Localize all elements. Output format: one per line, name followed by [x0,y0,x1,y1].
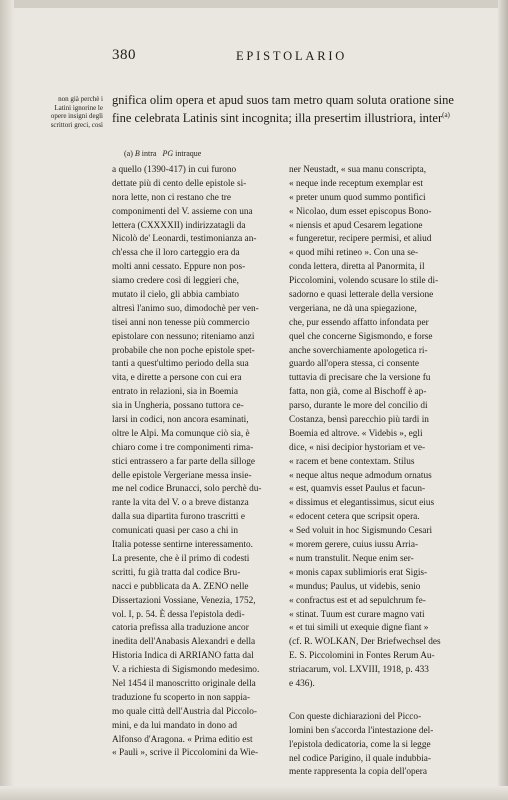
text-line: altresì l'animo suo, dimodochè per ven- [112,303,259,314]
margin-note-line: non già perchè i [58,95,103,103]
scan-edge-right [498,0,508,800]
text-line: mini, e da lui mandato in dono ad [112,720,237,731]
text-line: dice, « nisi decipior hystoriam et ve- [289,442,426,453]
text-line: « Nicolao, dum esset episcopus Bono- [289,206,432,217]
text-line: delle epistole Vergeriane messa insie- [112,470,252,481]
margin-note-line: scrittori greci, così [50,120,103,129]
text-line: « confractus est et ad sepulchrum fe- [289,595,426,606]
text-line: molti anni cessato. Eppure non pos- [112,262,246,273]
text-line: Costanza, bensì parecchio più tardi in [289,415,429,426]
latin-text-line [112,111,450,126]
text-line: (cf. R. WOLKAN, Der Briefwechsel des [289,637,441,648]
text-line: « dissimus et elegantissimus, sicut eius [289,498,435,509]
text-line: vol. I, p. 54. È dessa l'epistola dedi- [112,609,245,620]
page-number: 380 [112,47,136,63]
text-line: Nel 1454 il manoscritto originale della [112,678,256,689]
apparatus-siglum: B [134,149,140,158]
text-line: l'epistola dedicatoria, come la si legge [289,739,431,750]
text-line: « quod mihi retineo ». Con una se- [289,248,419,259]
text-line: che, pur essendo affatto infondata per [289,317,429,328]
latin-text-2: fine celebrata Latinis sint incognita; illa presertim illustriora, inter [112,111,443,126]
text-line: « morem gerere, cuius iussu Arria- [289,540,419,551]
text-line: Piccolomini, volendo scusare lo stile di- [289,276,439,287]
latin-text-1: gnifica olim opera et apud suos tam metro quam soluta oratione sine [112,93,454,107]
text-line: sia in Ungheria, possano tuttora ce- [112,401,244,412]
text-line: componimenti del V. assieme con una [112,206,253,217]
footnote-marker: (a) [442,111,450,119]
text-line: « stinat. Tuum est curare magno vati [289,609,425,620]
text-line: « mundus; Paulus, ut videbis, senio [289,581,421,592]
text-line: ch'essa che il loro carteggio era da [112,248,240,259]
text-line: Italia potesse sentirne interessamento. [112,540,253,551]
margin-note-line: opere insigni degli [50,112,103,121]
running-title: EPISTOLARIO [236,49,348,63]
text-line: « et tui simili ut exequie digne fiant » [289,623,429,634]
text-line: comunicati quasi per caso a chi in [112,526,238,537]
text-line: « neque altus neque admodum ornatus [289,470,432,481]
text-line: V. a richiesta di Sigismondo medesimo. [112,665,260,676]
text-line: Alfonso d'Aragona. « Prima editio est [112,734,253,745]
text-line: « est, quamvis esset Paulus et facun- [289,484,426,495]
apparatus-siglum: PG [162,149,174,158]
text-line: mo quale città dell'Austria dal Piccolo- [112,706,257,717]
apparatus-reading: intra [141,149,157,158]
text-line: inedita dell'Anabasis Alexandri e della [112,637,256,648]
text-line: catoria prefissa alla traduzione ancor [112,623,249,634]
text-line: « edocent cetera que scripsit opera. [289,512,420,523]
critical-apparatus [124,149,201,158]
text-line: lomini ben s'accorda l'intestazione del- [289,725,434,736]
text-line: lettera (CXXXXII) indirizzatagli da [112,220,246,231]
margin-note-line: Latini ignorine le [54,103,103,112]
text-line: tuttavia di precisare che la versione fu [289,373,431,384]
text-line: Dissertazioni Vossiane, Venezia, 1752, [112,595,256,606]
text-line: e 436). [289,678,315,689]
text-line: ner Neustadt, « sua manu conscripta, [289,165,427,175]
text-line: striacarum, vol. LXVIII, 1918, p. 433 [289,665,429,676]
scan-edge-top [0,0,508,8]
text-line [289,692,441,711]
text-line: parso, durante le more del concilio di [289,401,428,412]
text-line: E. S. Piccolomini in Fontes Rerum Au- [289,651,435,662]
text-line: traduzione fu scoperto in non sappia- [112,692,251,703]
text-line: « num transtulit. Neque enim ser- [289,553,414,564]
text-line: mutato il cielo, gli abbia cambiato [112,290,240,301]
text-line: « Pauli », scrive il Piccolomini da Wie- [112,748,259,759]
text-line: sadorno e quasi letterale della versione [289,290,434,301]
text-line: entrato in relazioni, sia in Boemia [112,387,238,398]
text-line: « preter unum quod summo pontifici [289,192,426,203]
text-line: me nel codice Brunacci, solo perchè du- [112,484,262,495]
text-line: « racem et bene contextam. Stilus [289,456,415,467]
text-line: larsi in codici, non ancora esaminati, [112,415,249,426]
text-line: Historia Indica di ARRIANO fatta dal [112,651,254,662]
text-line: vita, e dirette a persone con cui era [112,373,242,384]
text-line: fatta, non già, come al Bischoff è ap- [289,387,427,398]
scan-edge-bottom [0,786,508,800]
text-line: Nicolò de' Leonardi, testimonianza an- [112,234,257,245]
text-line: « Sed voluit in hoc Sigismundo Cesari [289,526,433,537]
text-line: nora lette, non ci restano che tre [112,192,231,203]
text-line: anche soverchiamente apologetica ri- [289,345,428,356]
text-line: rante la vita del V. o a breve distanza [112,498,249,509]
text-line: dettate più di cento delle epistole si- [112,178,247,189]
text-line: tanti a quest'ultimo periodo della sua [112,359,249,370]
text-line: « fungeretur, recipere permisi, et aliud [289,234,432,245]
apparatus-marker: (a) [124,149,133,158]
text-line: Boemia ed altrove. « Videbis », egli [289,428,423,439]
text-line: conda lettera, diretta al Panormita, il [289,262,425,273]
margin-note [32,95,103,129]
text-line: « neque inde receptum exemplar est [289,178,423,189]
commentary-right-column [289,164,441,780]
text-line: guardo all'opera stessa, ci consente [289,359,419,370]
text-line: a quello (1390-417) in cui furono [112,165,237,175]
text-line: Con queste dichiarazioni del Picco- [289,711,422,722]
text-line: stici entrassero a far parte della silloge [112,456,256,467]
text-line: « niensis et apud Cesarem legatione [289,220,423,231]
text-line: La presente, che è il primo di codesti [112,553,250,564]
commentary-left-column [112,164,261,761]
text-line: mente rappresenta la copia dell'opera [289,767,427,778]
text-line: vergeriana, ne dà una spiegazione, [289,303,417,314]
text-line: epistolare con nessuno; riteniamo anzi [112,331,255,342]
apparatus-reading: intraque [175,149,202,158]
text-line: oltre le Alpi. Ma comunque ciò sia, è [112,428,250,439]
text-line: nel codice Parigino, il quale indubbia- [289,753,431,764]
text-line: quel che concerne Sigismondo, e forse [289,331,433,342]
scan-edge-left [0,0,14,800]
text-line: probabile che non poche epistole spet- [112,345,255,356]
text-line: nacci e pubblicata da A. ZENO nelle [112,581,249,592]
text-line: dalla sua dipartita furono trascritti e [112,512,245,523]
text-line: « monis capax sublimioris erat Sigis- [289,567,428,578]
text-line: tisei anni non tenesse più commercio [112,317,250,328]
text-line: siamo credere così di leggieri che, [112,276,240,287]
latin-text-line [112,93,454,108]
text-line: scritti, fu già tratta dal codice Bru- [112,567,241,578]
text-line: chiaro come i tre componimenti rima- [112,442,254,453]
